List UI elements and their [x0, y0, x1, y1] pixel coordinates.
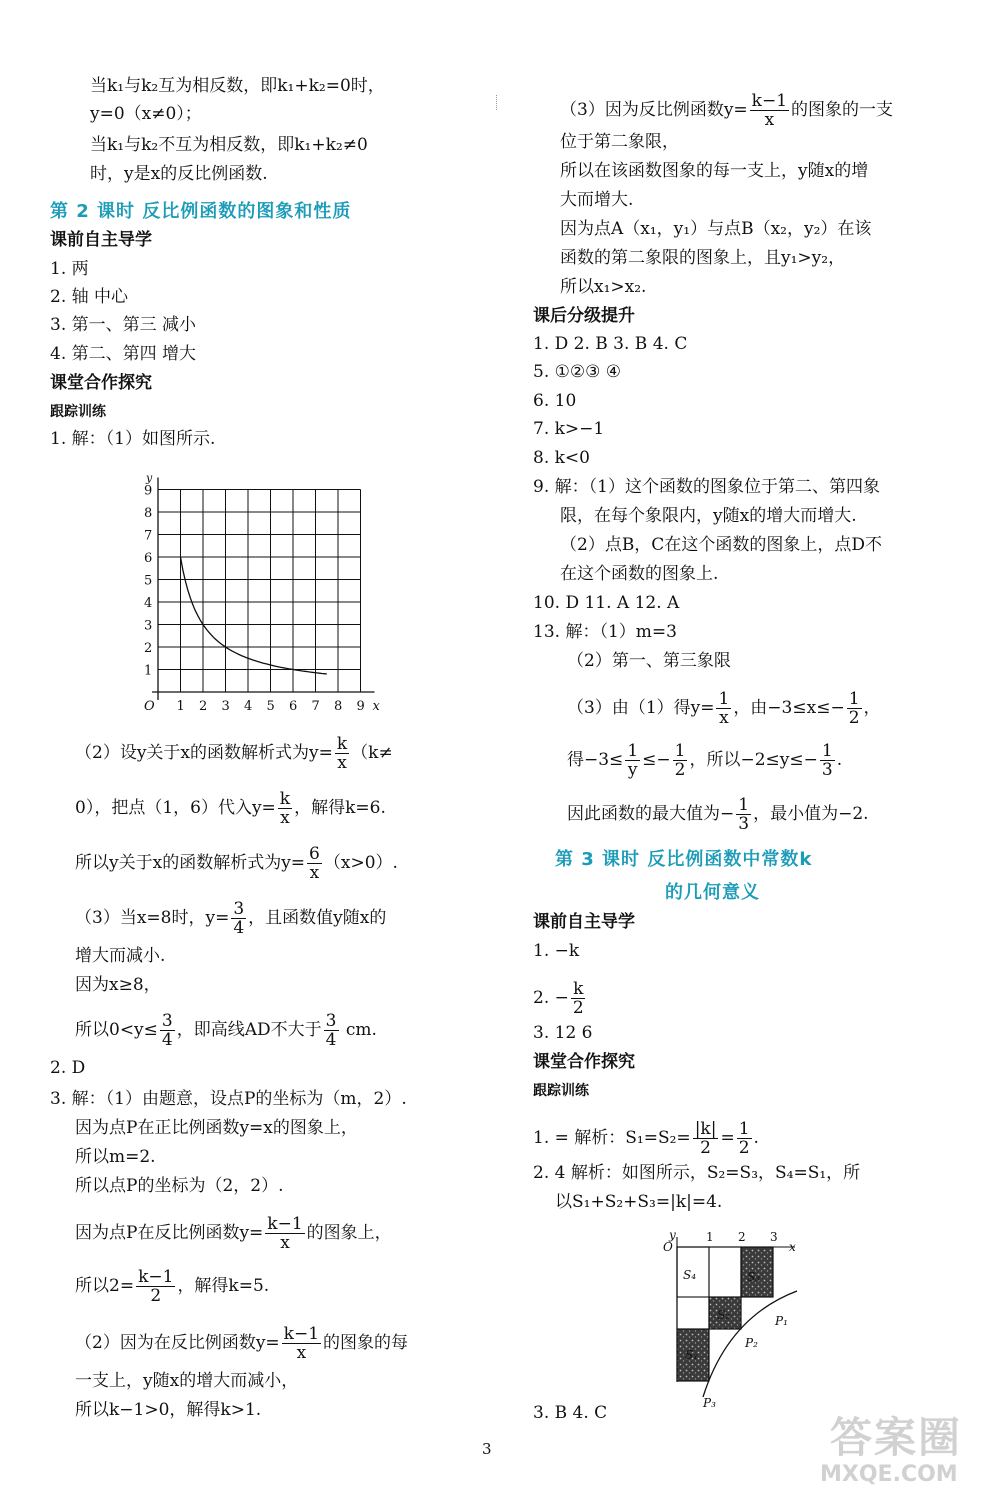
page-number: 3	[482, 1440, 492, 1458]
answer-line: （2）因为在反比例函数y= $\frac{k-1}{x}$ 的图象的每	[75, 1324, 409, 1363]
answer-line: 所以在该函数图象的每一支上，y随x的增	[560, 161, 869, 181]
fraction: $\frac{1}{2}$	[674, 741, 686, 780]
section-heading: 课后分级提升	[533, 306, 635, 326]
x-tick-label: 3	[770, 1230, 778, 1244]
subsection-heading: 跟踪训练	[50, 404, 106, 420]
y-tick-label: 6	[144, 551, 153, 566]
fraction: $\frac{3}{4}$	[325, 1011, 337, 1050]
y-axis-label: y	[669, 1228, 676, 1242]
fraction: $\frac{3}{4}$	[161, 1011, 173, 1050]
fraction: $\frac{1}{3}$	[821, 741, 833, 780]
origin-label: O	[663, 1240, 673, 1254]
section-heading: 课前自主导学	[533, 912, 635, 932]
answer-line: 以S₁+S₂+S₃=|k|=4.	[555, 1192, 723, 1212]
answer-line: 因此函数的最大值为− $\frac{1}{3}$ ，最小值为−2.	[567, 795, 869, 834]
answer-line: 2. 轴 中心	[50, 287, 129, 307]
fraction: $\frac{|k|}{2}$	[694, 1119, 717, 1158]
answer-line: 2. − $\frac{k}{2}$	[533, 979, 584, 1018]
fraction: $\frac{3}{4}$	[233, 899, 245, 938]
answer-line: 大而增大.	[560, 190, 634, 210]
origin-label: O	[144, 699, 155, 714]
watermark-url: MXQE.COM	[820, 1462, 958, 1487]
fraction: $\frac{6}{x}$	[309, 844, 320, 883]
figure-label: S₁	[685, 1348, 699, 1362]
answer-line: 13. 解：（1）m=3	[533, 622, 677, 642]
answer-line: 所以m=2.	[75, 1147, 156, 1167]
answer-line: 10. D 11. A 12. A	[533, 593, 680, 613]
answer-line: 7. k>−1	[533, 419, 605, 439]
answer-line: 得−3≤ $\frac{1}{y}$ ≤− $\frac{1}{2}$ ，所以−2≤y≤− $\frac{1}{3}$ .	[567, 741, 843, 780]
x-axis-label: x	[372, 699, 380, 714]
figure-label: P₂	[745, 1336, 758, 1350]
fraction: $\frac{k-1}{x}$	[751, 91, 788, 130]
answer-line: 5. ①②③ ④	[533, 362, 621, 382]
answer-line: 3. 12 6	[533, 1023, 593, 1043]
figure-label: S₂	[717, 1308, 731, 1322]
watermark	[815, 1400, 995, 1495]
answer-line: 所以k−1>0，解得k>1.	[75, 1400, 262, 1420]
fraction: $\frac{1}{2}$	[848, 689, 860, 728]
x-tick-label: 1	[176, 699, 185, 714]
x-tick-label: 2	[199, 699, 208, 714]
answer-line: 2. 4 解析：如图所示，S₂=S₃，S₄=S₁，所	[533, 1163, 861, 1183]
answer-line: 因为点A（x₁，y₁）与点B（x₂，y₂）在该	[560, 219, 872, 239]
answer-line: 1. = 解析：S₁=S₂= $\frac{|k|}{2}$ = $\frac{1}{2}$ .	[533, 1119, 759, 1158]
answer-line: 2. D	[50, 1058, 86, 1078]
answer-line: 因为x≥8，	[75, 975, 161, 995]
y-tick-label: 5	[144, 573, 153, 589]
answer-line: 3. B 4. C	[533, 1403, 608, 1423]
answer-line: 位于第二象限，	[560, 132, 679, 152]
fraction: $\frac{k}{x}$	[336, 734, 348, 773]
k-geometry-figure	[655, 1225, 805, 1410]
y-tick-label: 8	[144, 506, 153, 521]
answer-line: 在这个函数的图象上.	[560, 564, 719, 584]
answer-line: （3）当x=8时，y= $\frac{3}{4}$ ，且函数值y随x的	[75, 899, 387, 938]
fraction: $\frac{1}{x}$	[718, 689, 730, 728]
text-line: 时，y是x的反比例函数.	[90, 164, 268, 184]
fraction: $\frac{k}{2}$	[572, 979, 584, 1018]
x-tick-label: 5	[266, 699, 275, 714]
figure-label: P₃	[703, 1396, 716, 1410]
answer-line: 函数的第二象限的图象上，且y₁>y₂，	[560, 248, 846, 268]
answer-line: （3）由（1）得y= $\frac{1}{x}$ ，由−3≤x≤− $\frac{1}{2}$ ，	[567, 689, 881, 728]
text-line: 当k₁与k₂互为相反数，即k₁+k₂=0时，	[90, 76, 385, 96]
y-tick-label: 7	[144, 528, 153, 544]
figure-label: S₃	[747, 1270, 761, 1284]
answer-line: 8. k<0	[533, 448, 590, 468]
curve-y-6-over-x	[181, 557, 327, 674]
subsection-heading: 跟踪训练	[533, 1083, 589, 1099]
x-tick-label: 1	[706, 1230, 714, 1244]
lesson-title: 第 2 课时 反比例函数的图象和性质	[50, 201, 352, 222]
x-axis-label: x	[789, 1240, 796, 1254]
answer-line: 一支上，y随x的增大而减小，	[75, 1371, 299, 1391]
x-tick-label: 7	[311, 699, 320, 714]
x-tick-label: 9	[356, 699, 365, 714]
x-tick-label: 8	[334, 699, 343, 714]
section-heading: 课前自主导学	[50, 230, 152, 250]
answer-line: 所以y关于x的函数解析式为y= $\frac{6}{x}$ （x>0）.	[75, 844, 398, 883]
inverse-function-graph	[138, 460, 388, 720]
y-tick-label: 4	[144, 596, 153, 611]
column-divider	[496, 95, 497, 110]
x-tick-label: 2	[738, 1230, 746, 1244]
fraction: $\frac{1}{2}$	[738, 1119, 750, 1158]
fraction: $\frac{k-1}{2}$	[138, 1267, 174, 1306]
lesson-title: 的几何意义	[665, 882, 760, 903]
figure-label: S₄	[683, 1268, 697, 1282]
answer-line: 6. 10	[533, 391, 577, 411]
y-tick-label: 3	[144, 618, 153, 634]
answer-line: （2）第一、第三象限	[567, 651, 731, 671]
x-tick-label: 3	[221, 699, 230, 714]
answer-line: 9. 解：（1）这个函数的图象位于第二、第四象	[533, 477, 880, 497]
answer-line: 因为点P在正比例函数y=x的图象上，	[75, 1118, 358, 1138]
answer-line: 因为点P在反比例函数y= $\frac{k-1}{x}$ 的图象上，	[75, 1214, 392, 1253]
fraction: $\frac{1}{3}$	[738, 795, 750, 834]
answer-line: （2）设y关于x的函数解析式为y= $\frac{k}{x}$ （k≠	[75, 734, 393, 773]
y-tick-label: 9	[144, 483, 153, 499]
answer-line: 4. 第二、第四 增大	[50, 344, 197, 364]
y-axis-label: y	[146, 471, 153, 485]
section-heading: 课堂合作探究	[533, 1052, 635, 1072]
answer-line: 所以2= $\frac{k-1}{2}$ ，解得k=5.	[75, 1267, 270, 1306]
answer-line: 限，在每个象限内，y随x的增大而增大.	[560, 506, 857, 526]
answer-line: 3. 解：（1）由题意，设点P的坐标为（m，2）.	[50, 1089, 407, 1109]
answer-line: 1. −k	[533, 941, 580, 961]
x-tick-label: 4	[244, 699, 253, 714]
text-line: y=0（x≠0）；	[90, 104, 202, 124]
fraction: $\frac{1}{y}$	[627, 741, 639, 780]
answer-line: （3）因为反比例函数y= $\frac{k-1}{x}$ 的图象的一支	[560, 91, 894, 130]
y-tick-label: 1	[144, 663, 153, 679]
text-line: 当k₁与k₂不互为相反数，即k₁+k₂≠0	[90, 135, 368, 155]
fraction: $\frac{k-1}{x}$	[283, 1324, 320, 1363]
fraction: $\frac{k-1}{x}$	[267, 1214, 303, 1253]
answer-line: 所以x₁>x₂.	[560, 277, 647, 297]
answer-line: 所以点P的坐标为（2，2）.	[75, 1176, 284, 1196]
answer-line: 所以0<y≤ $\frac{3}{4}$ ，即高线AD不大于 $\frac{3}{4}$ cm.	[75, 1011, 377, 1050]
x-tick-label: 6	[289, 699, 298, 714]
answer-line: 1. D 2. B 3. B 4. C	[533, 334, 688, 354]
section-heading: 课堂合作探究	[50, 373, 152, 393]
answer-line: 1. 两	[50, 259, 89, 279]
answer-line: （2）点B，C在这个函数的图象上，点D不	[560, 535, 882, 555]
watermark-text: 答案圈	[830, 1413, 963, 1462]
figure-label: P₁	[775, 1314, 788, 1328]
fraction: $\frac{k}{x}$	[279, 789, 291, 828]
answer-line: 增大而减小.	[75, 946, 166, 966]
answer-line: 1. 解：（1）如图所示.	[50, 429, 216, 449]
answer-line: 3. 第一、第三 减小	[50, 315, 197, 335]
answer-line: 0），把点（1，6）代入y= $\frac{k}{x}$ ，解得k=6.	[75, 789, 386, 828]
y-tick-label: 2	[144, 641, 153, 656]
lesson-title: 第 3 课时 反比例函数中常数k	[555, 849, 813, 870]
